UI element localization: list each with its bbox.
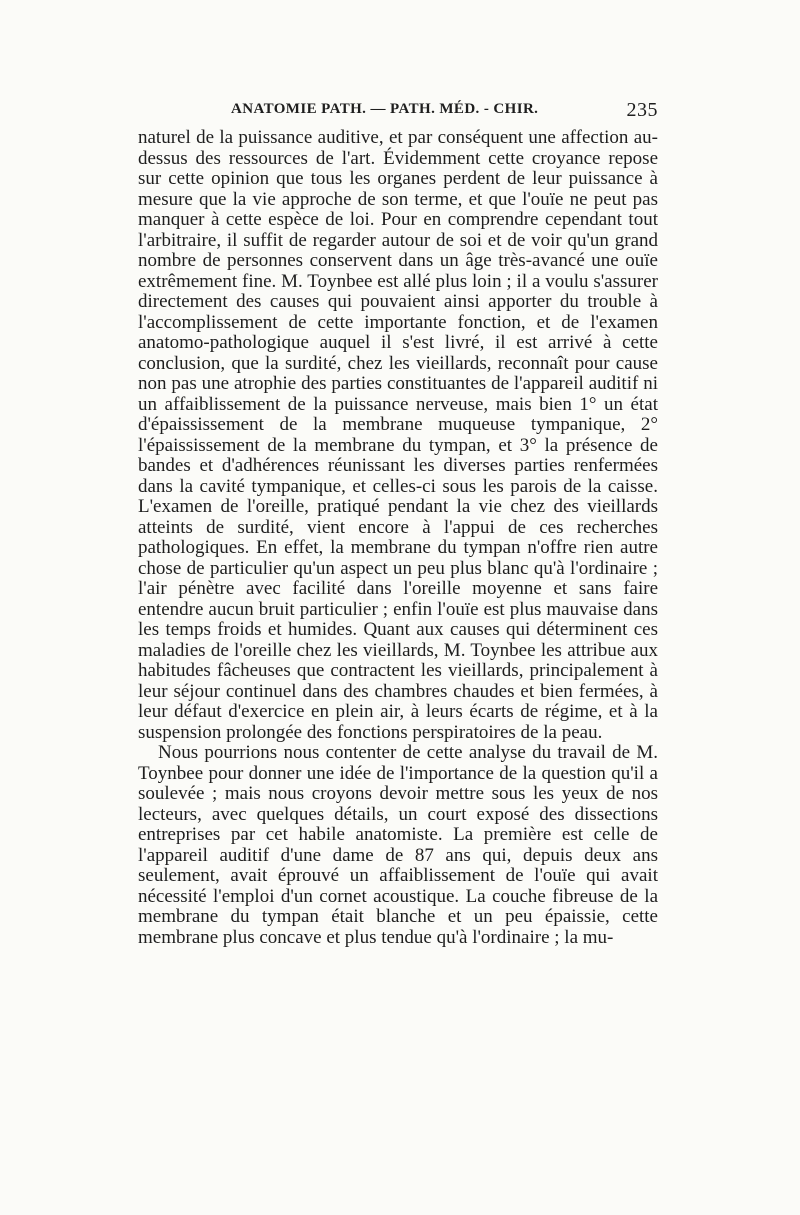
page-number: 235 xyxy=(626,99,658,121)
running-head: ANATOMIE PATH. — PATH. MÉD. - CHIR. xyxy=(231,101,539,117)
page-header xyxy=(138,99,658,125)
body-text xyxy=(138,128,658,948)
paragraph: naturel de la puissance auditive, et par conséquent une affection au-dessus des ressources de l'art. Évidemment cette croyance repose sur cette opinion que tous les organes perdent de leur puissance à mesure que la vie approche de son terme, et que l'ouïe ne peut pas manquer à cette espèce de loi. Pour en comprendre cependant tout l'arbitraire, il suffit de regarder autour de soi et de voir qu'un grand nombre de personnes conservent dans un âge très-avancé une ouïe extrêmement fine. M. Toynbee est allé plus loin ; il a voulu s'assurer directement des causes qui pouvaient ainsi apporter du trouble à l'accomplissement de cette importante fonction, et de l'examen anatomo-pathologique auquel il s'est livré, il est arrivé à cette conclusion, que la surdité, chez les vieillards, reconnaît pour cause non pas une atrophie des parties constituantes de l'appareil auditif ni un affaiblissement de la puissance nerveuse, mais bien 1° un état d'épaississement de la membrane muqueuse tympanique, 2° l'épaississement de la membrane du tympan, et 3° la présence de bandes et d'adhérences réunissant les diverses parties renfermées dans la cavité tympanique, et celles-ci sous les parois de la caisse. L'examen de l'oreille, pratiqué pendant la vie chez des vieillards atteints de surdité, vient encore à l'appui de ces recherches pathologiques. En effet, la membrane du tympan n'offre rien autre chose de particulier qu'un aspect un peu plus blanc qu'à l'ordinaire ; l'air pénètre avec facilité dans l'oreille moyenne et sans faire entendre aucun bruit particulier ; enfin l'ouïe est plus mauvaise dans les temps froids et humides. Quant aux causes qui déterminent ces maladies de l'oreille chez les vieillards, M. Toynbee les attribue aux habitudes fâcheuses que contractent les vieillards, principalement à leur séjour continuel dans des chambres chaudes et bien fermées, à leur défaut d'exercice en plein air, à leurs écarts de régime, et à la suspension prolongée des fonctions perspiratoires de la peau. xyxy=(138,127,658,743)
paragraph: Nous pourrions nous contenter de cette analyse du travail de M. Toynbee pour donner une idée de l'importance de la question qu'il a soulevée ; mais nous croyons devoir mettre sous les yeux de nos lecteurs, avec quelques détails, un court exposé des dissections entreprises par cet habile anatomiste. La première est celle de l'appareil auditif d'une dame de 87 ans qui, depuis deux ans seulement, avait éprouvé un affaiblissement de l'ouïe qui avait nécessité l'emploi d'un cornet acoustique. La couche fibreuse de la membrane du tympan était blanche et un peu épaissie, cette membrane plus concave et plus tendue qu'à l'ordinaire ; la mu- xyxy=(138,742,658,948)
